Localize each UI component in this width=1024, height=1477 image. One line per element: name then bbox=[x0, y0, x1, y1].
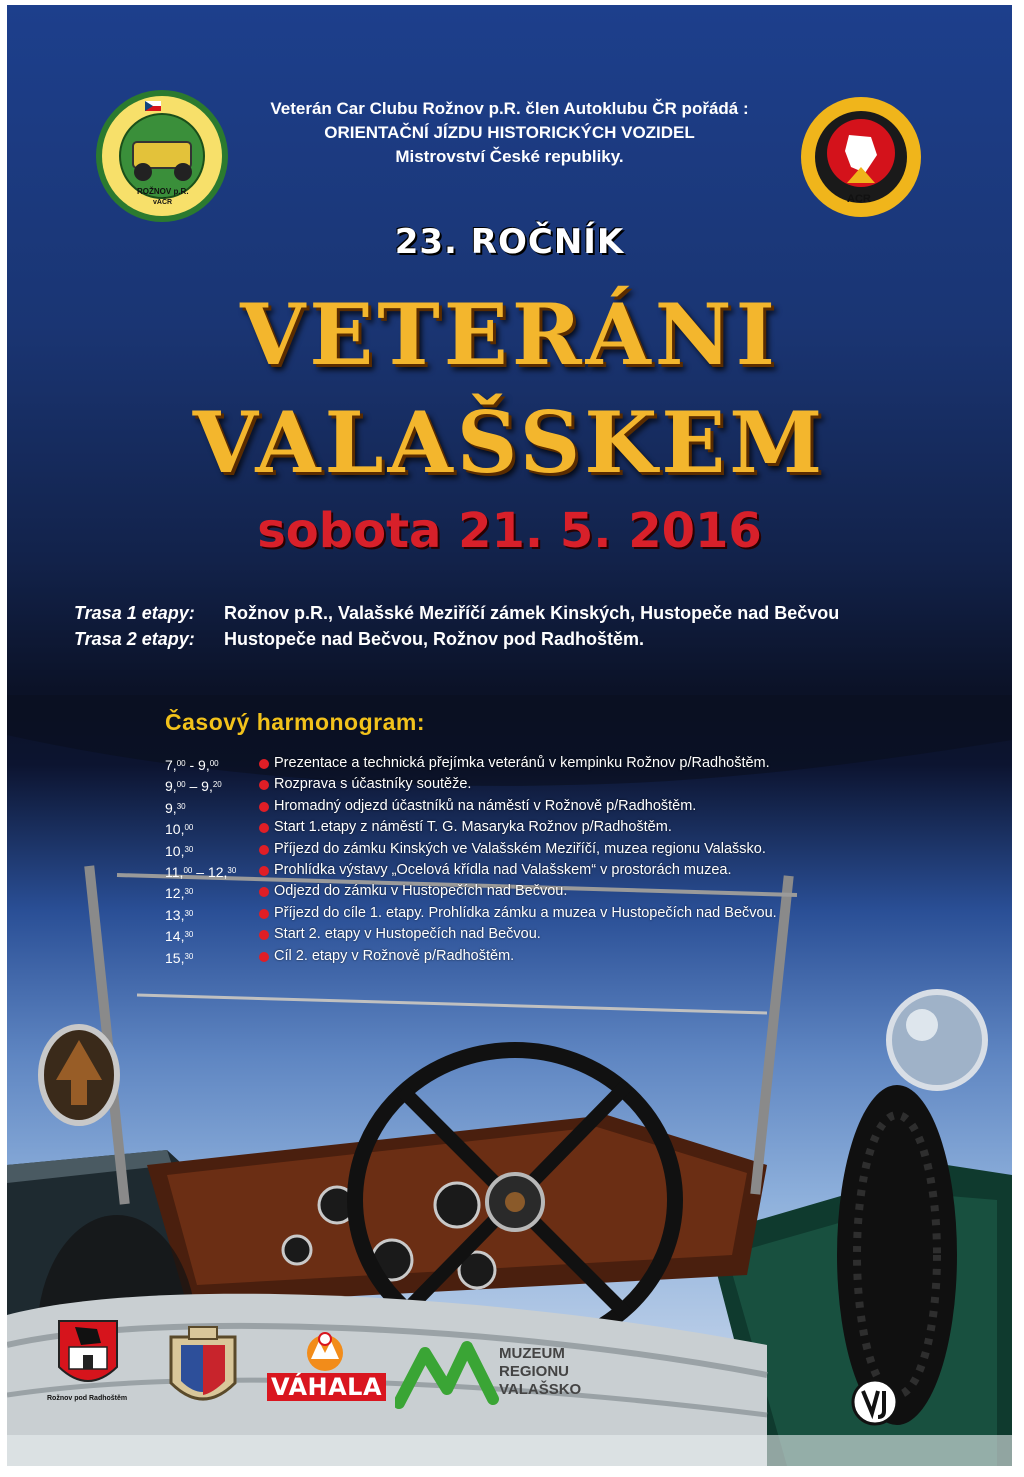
route-1-label: Trasa 1 etapy: bbox=[74, 603, 195, 623]
event-date: sobota 21. 5. 2016 bbox=[257, 503, 762, 559]
schedule-row bbox=[165, 839, 985, 860]
event-type-line: ORIENTAČNÍ JÍZDU HISTORICKÝCH VOZIDEL bbox=[324, 123, 695, 142]
muzeum-regionu-valassko-logo bbox=[395, 1339, 595, 1409]
schedule-time bbox=[165, 946, 257, 969]
roznov-caption: Rožnov pod Radhoštěm bbox=[47, 1395, 128, 1402]
schedule-time-part: 30 bbox=[227, 865, 237, 875]
schedule-time bbox=[165, 817, 257, 840]
schedule-time-part: 10, bbox=[165, 821, 185, 838]
schedule-time-part: – bbox=[192, 863, 208, 880]
title-line-2: VALAŠSKEM bbox=[192, 393, 827, 492]
schedule-time-part: 9, bbox=[165, 778, 177, 795]
schedule-time-part: 13, bbox=[165, 906, 185, 923]
schedule-text: Hromadný odjezd účastníků na náměstí v Rožnově p/Radhoštěm. bbox=[274, 797, 697, 814]
bullet-icon bbox=[259, 930, 269, 940]
schedule-text: Příjezd do cíle 1. etapy. Prohlídka zámku a muzea v Hustopečích nad Bečvou. bbox=[274, 904, 777, 921]
autoklub-cr-logo bbox=[799, 95, 924, 220]
organizer-line: Veterán Car Clubu Rožnov p.R. člen Autoklubu ČR pořádá : bbox=[270, 99, 749, 118]
bullet-icon bbox=[259, 909, 269, 919]
championship-line: Mistrovství České republiky. bbox=[395, 147, 624, 166]
schedule-time-part: 12, bbox=[207, 863, 228, 880]
bullet-icon bbox=[259, 759, 269, 769]
schedule-time-part: – bbox=[185, 778, 202, 795]
roznov-coat-of-arms bbox=[47, 1317, 129, 1413]
schedule-row bbox=[165, 774, 985, 795]
schedule-row bbox=[165, 753, 985, 774]
schedule-time-part: 7, bbox=[165, 757, 177, 773]
schedule-text: Rozprava s účastníky soutěže. bbox=[274, 776, 472, 793]
schedule-time-part: 00 bbox=[184, 823, 194, 833]
muzeum-line-2: REGIONU bbox=[499, 1363, 570, 1380]
schedule-time-part: 30 bbox=[184, 930, 194, 940]
schedule-time bbox=[165, 839, 257, 862]
schedule-time-part: 15, bbox=[165, 949, 185, 966]
schedule-row bbox=[165, 796, 985, 817]
schedule-time bbox=[165, 924, 257, 947]
schedule-text: Příjezd do zámku Kinských ve Valašském Meziříčí, muzea regionu Valašsko. bbox=[274, 840, 766, 857]
schedule-row bbox=[165, 946, 985, 967]
bullet-icon bbox=[259, 780, 269, 790]
schedule-time-part: 30 bbox=[176, 801, 186, 811]
muzeum-line-1: MUZEUM bbox=[499, 1345, 565, 1362]
municipal-crest-icon bbox=[157, 1323, 249, 1419]
schedule-time-part: 30 bbox=[184, 844, 194, 854]
schedule-list bbox=[165, 753, 985, 967]
bullet-icon bbox=[259, 866, 269, 876]
schedule-time-part: 10, bbox=[165, 842, 185, 859]
event-poster bbox=[7, 5, 1012, 1466]
schedule-time-part: 00 bbox=[209, 759, 219, 768]
schedule-text: Prohlídka výstavy „Ocelová křídla nad Valašskem“ v prostorách muzea. bbox=[274, 861, 732, 878]
acr-abbr-text: ACR bbox=[847, 193, 871, 205]
vcc-sub-text: vAČR bbox=[153, 199, 173, 206]
schedule-text: Odjezd do zámku v Hustopečích nad Bečvou. bbox=[274, 883, 568, 900]
route-1-text: Rožnov p.R., Valašské Meziříčí zámek Kinských, Hustopeče nad Bečvou bbox=[224, 603, 840, 623]
schedule-time-part: 00 bbox=[176, 759, 186, 768]
bullet-icon bbox=[259, 802, 269, 812]
schedule-text: Prezentace a technická přejímka veteránů v kempinku Rožnov p/Radhoštěm. bbox=[274, 755, 770, 771]
schedule-time-part: - bbox=[185, 757, 199, 773]
organizer-block bbox=[207, 97, 812, 169]
route-2-text: Hustopeče nad Bečvou, Rožnov pod Radhoštěm. bbox=[224, 629, 645, 649]
schedule-row bbox=[165, 817, 985, 838]
route-2 bbox=[74, 629, 644, 650]
schedule-time bbox=[165, 860, 257, 883]
schedule-time-part: 30 bbox=[184, 908, 194, 918]
schedule-row bbox=[165, 924, 985, 945]
title-line-1: VETERÁNI bbox=[240, 285, 779, 384]
schedule-row bbox=[165, 881, 985, 902]
vj-logo-icon bbox=[850, 1377, 900, 1427]
schedule-time-part: 30 bbox=[184, 951, 194, 961]
vahala-wordmark: VÁHALA bbox=[267, 1373, 386, 1401]
vahala-logo bbox=[265, 1331, 387, 1411]
route-1 bbox=[74, 603, 839, 624]
schedule-text: Cíl 2. etapy v Rožnově p/Radhoštěm. bbox=[274, 947, 515, 964]
schedule-time bbox=[165, 881, 257, 904]
schedule-row bbox=[165, 903, 985, 924]
schedule-row bbox=[165, 860, 985, 881]
bullet-icon bbox=[259, 823, 269, 833]
muzeum-line-3: VALAŠSKO bbox=[499, 1381, 582, 1398]
schedule-time-part: 00 bbox=[176, 780, 186, 790]
bullet-icon bbox=[259, 952, 269, 962]
schedule-text: Start 1.etapy z náměstí T. G. Masaryka Rožnov p/Radhoštěm. bbox=[274, 819, 672, 836]
vcc-city-text: ROŽNOV p.R. bbox=[137, 187, 189, 196]
bullet-icon bbox=[259, 887, 269, 897]
schedule-time bbox=[165, 796, 257, 819]
schedule-time-part: 12, bbox=[165, 885, 185, 902]
edition-heading: 23. ROČNÍK bbox=[394, 222, 625, 262]
schedule-text: Start 2. etapy v Hustopečích nad Bečvou. bbox=[274, 926, 541, 943]
schedule-time-part: 14, bbox=[165, 928, 185, 945]
schedule-time bbox=[165, 753, 257, 776]
schedule-time-part: 9, bbox=[165, 799, 177, 816]
schedule-time-part: 20 bbox=[212, 780, 222, 790]
schedule-time bbox=[165, 774, 257, 797]
route-2-label: Trasa 2 etapy: bbox=[74, 629, 195, 649]
bullet-icon bbox=[259, 845, 269, 855]
schedule-time-part: 9, bbox=[201, 778, 213, 795]
schedule-title: Časový harmonogram: bbox=[165, 709, 426, 735]
schedule-time-part: 11, bbox=[165, 863, 184, 880]
schedule-time-part: 00 bbox=[183, 865, 193, 875]
schedule-time bbox=[165, 903, 257, 926]
schedule-time-part: 30 bbox=[184, 887, 194, 897]
schedule-time-part: 9, bbox=[198, 757, 210, 773]
